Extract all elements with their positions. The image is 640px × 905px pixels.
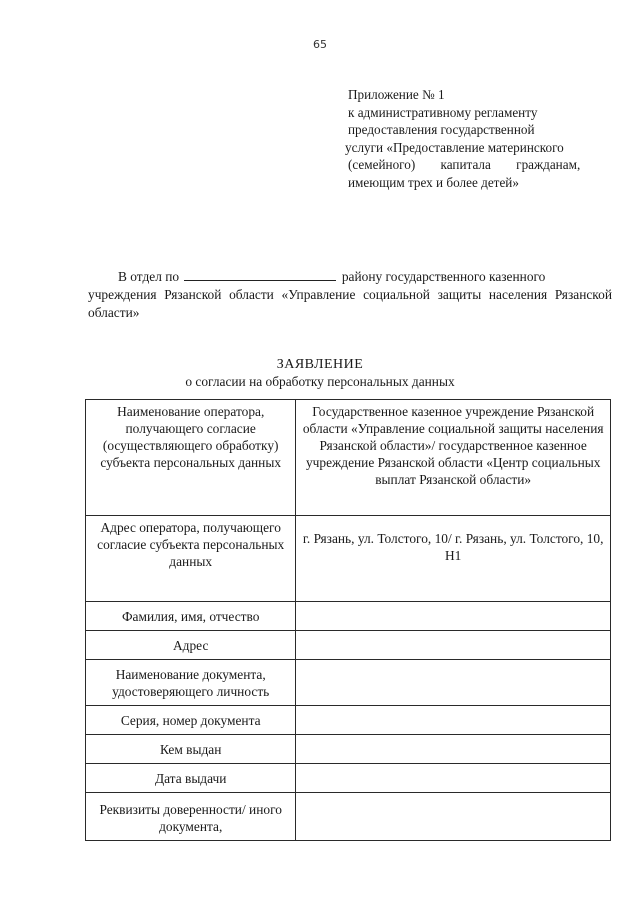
row-label: Адрес оператора, получающего согласие субъекта персональных данных	[86, 516, 296, 602]
table-row	[86, 793, 611, 841]
appendix-line: предоставления государственной	[348, 122, 535, 137]
document-subtitle: о согласии на обработку персональных данных	[185, 374, 455, 389]
row-value: г. Рязань, ул. Толстого, 10/ г. Рязань, ул. Толстого, 10, Н1	[296, 516, 611, 602]
table-row	[86, 735, 611, 764]
row-value	[296, 764, 611, 793]
row-label: Фамилия, имя, отчество	[86, 602, 296, 631]
row-label: Кем выдан	[86, 735, 296, 764]
row-label: Дата выдачи	[86, 764, 296, 793]
appendix-line: имеющим трех и более детей»	[348, 174, 519, 190]
appendix-line: услуги «Предоставление материнского	[345, 139, 564, 155]
row-value	[296, 602, 611, 631]
appendix-block	[345, 86, 610, 191]
consent-table	[85, 399, 611, 841]
row-label: Наименование документа, удостоверяющего личность	[86, 660, 296, 706]
table-row	[86, 706, 611, 735]
document-title: ЗАЯВЛЕНИЕ	[276, 357, 364, 372]
row-value	[296, 706, 611, 735]
addressee-after-blank: району государственного казенного	[341, 269, 546, 284]
row-value	[296, 735, 611, 764]
appendix-line: к административному регламенту	[348, 104, 538, 120]
table-row	[86, 602, 611, 631]
appendix-line: Приложение № 1	[348, 87, 445, 102]
row-value	[296, 660, 611, 706]
table-row	[86, 516, 611, 602]
table-row	[86, 660, 611, 706]
table-row	[86, 631, 611, 660]
addressee-prefix: В отдел по	[118, 269, 180, 284]
addressee-block	[88, 268, 612, 320]
addressee-rest: учреждения Рязанской области «Управление социальной защиты населения Рязанской области»	[88, 287, 612, 320]
row-label: Адрес	[86, 631, 296, 660]
row-label: Серия, номер документа	[86, 706, 296, 735]
appendix-line: (семейного) капитала гражданам,	[348, 157, 581, 172]
row-value	[296, 631, 611, 660]
table-row	[86, 764, 611, 793]
page-number: 65	[313, 38, 327, 51]
row-value: Государственное казенное учреждение Рязанской области «Управление социальной защиты населения Рязанской области»/ государственное казенное учреждение Рязанской области «Центр социальных выплат Рязанской области»	[296, 400, 611, 516]
table-row	[86, 400, 611, 516]
row-label: Реквизиты доверенности/ иного документа,	[86, 793, 296, 841]
row-label: Наименование оператора, получающего согласие (осуществляющего обработку) субъекта персональных данных	[86, 400, 296, 516]
row-value	[296, 793, 611, 841]
department-blank-field	[184, 268, 336, 281]
